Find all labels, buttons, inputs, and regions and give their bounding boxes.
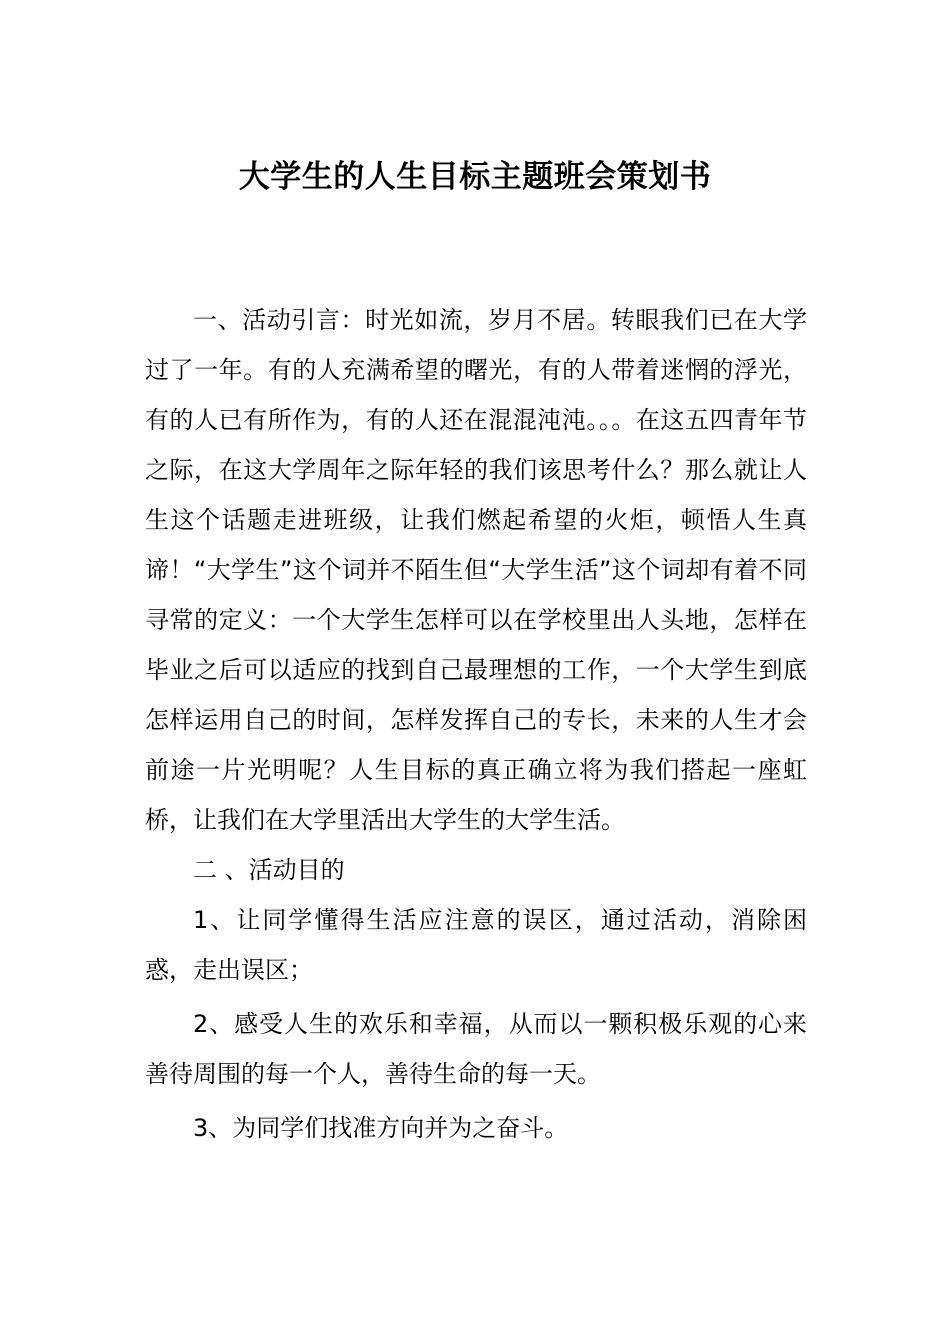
section-heading-goals: 二 、活动目的 bbox=[193, 856, 345, 884]
document-title: 大学生的人生目标主题班会策划书 bbox=[238, 159, 712, 195]
goal-item-2: 2、感受人生的欢乐和幸福，从而以一颗积极乐观的心来善待周围的每一个人，善待生命的每一天。 bbox=[145, 1010, 807, 1088]
intro-paragraph: 一、活动引言：时光如流，岁月不居。转眼我们已在大学过了一年。有的人充满希望的曙光，有的人带着迷惘的浮光，有的人已有所作为，有的人还在混混沌沌。。。在这五四青年节之际，在这大学周年之际年轻的我们该思考什么？那么就让人生这个话题走进班级，让我们燃起希望的火炬，顿悟人生真谛！“大学生”这个词并不陌生但“大学生活”这个词却有着不同寻常的定义：一个大学生怎样可以在学校里出人头地，怎样在毕业之后可以适应的找到自己最理想的工作，一个大学生到底怎样运用自己的时间，怎样发挥自己的专长，未来的人生才会前途一片光明呢？人生目标的真正确立将为我们搭起一座虹桥，让我们在大学里活出大学生的大学生活。 bbox=[145, 306, 807, 834]
document-body bbox=[145, 295, 807, 1153]
goal-item-1: 1、让同学懂得生活应注意的误区，通过活动，消除困惑，走出误区； bbox=[145, 906, 807, 984]
goal-item-3: 3、为同学们找准方向并为之奋斗。 bbox=[193, 1114, 569, 1142]
